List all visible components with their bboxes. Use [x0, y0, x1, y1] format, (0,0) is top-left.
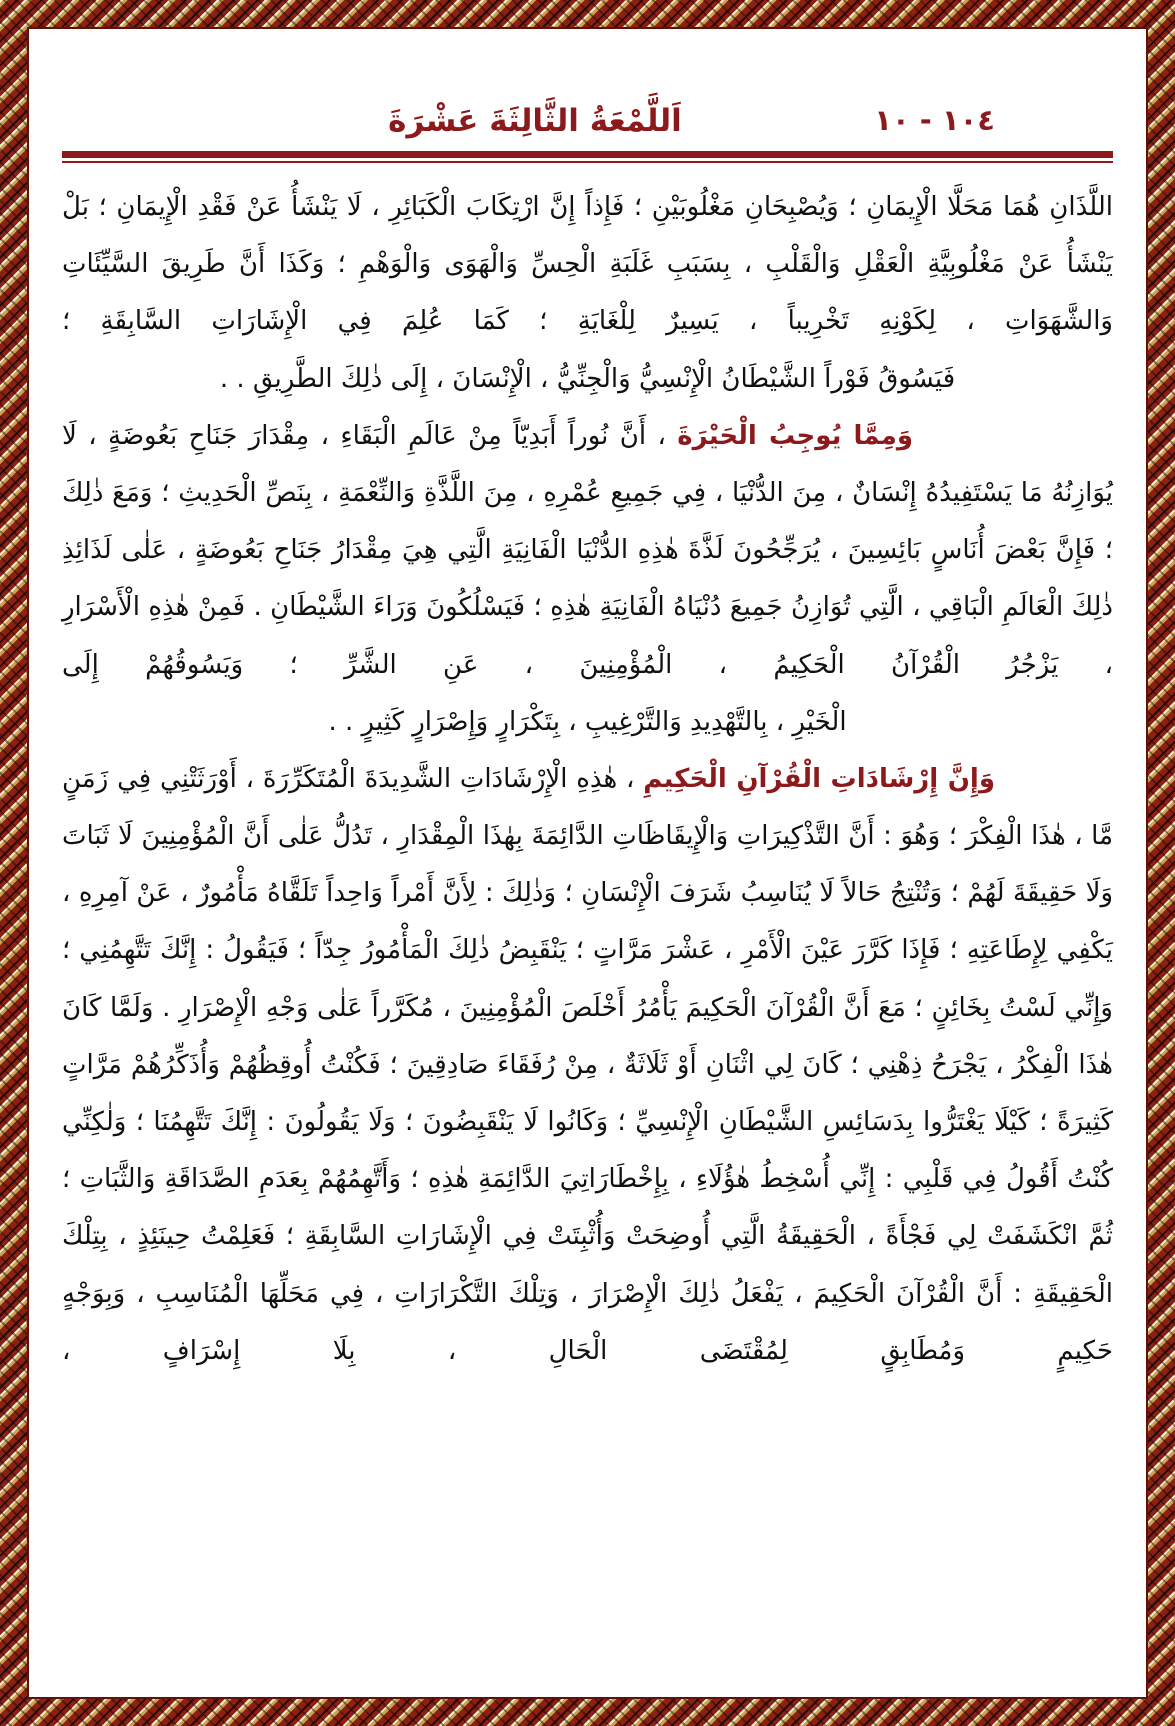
page-header [62, 73, 1113, 139]
header-divider [62, 151, 1113, 163]
paragraph-irshadat [62, 751, 1113, 1380]
paragraph-hayra [62, 408, 1113, 694]
paragraph-text: ، هٰذِهِ الْإِرْشَادَاتِ الشَّدِيدَةَ الْمُتَكَرِّرَةَ ، أَوْرَثَتْنِي فِي زَمَنٍ مَّا ، هٰذَا الْفِكْرَ ؛ وَهُوَ : أَنَّ التَّذْكِيرَاتِ وَالْإِيقَاظَاتِ الدَّائِمَةَ بِهٰذَا الْمِقْدَارِ ، تَدُلُّ عَلٰى أَنَّ الْمُؤْمِنِينَ لَا ثَبَاتَ وَلَا حَقِيقَةَ لَهُمْ ؛ وَتُنْتِجُ حَالاً لَا يُنَاسِبُ شَرَفَ الْإِنْسَانِ ؛ وَذٰلِكَ : لِأَنَّ أَمْراً وَاحِداً تَلَقَّاهُ مَأْمُورٌ ، عَنْ آمِرِهِ ، يَكْفِي لِإِطَاعَتِهِ ؛ فَإِذَا كَرَّرَ عَيْنَ الْأَمْرِ ، عَشْرَ مَرَّاتٍ ؛ يَنْقَبِضُ ذٰلِكَ الْمَأْمُورُ جِدّاً ؛ فَيَقُولُ : إِنَّكَ تَتَّهِمُنِي ؛ وَإِنِّي لَسْتُ بِخَائِنٍ ؛ مَعَ أَنَّ الْقُرْآنَ الْحَكِيمَ يَأْمُرُ أَخْلَصَ الْمُؤْمِنِينَ ، مُكَرَّراً عَلٰى وَجْهِ الْإِصْرَارِ . وَلَمَّا كَانَ هٰذَا الْفِكْرُ ، يَجْرَحُ ذِهْنِي ؛ كَانَ لِي اثْنَانِ أَوْ ثَلَاثَةٌ ، مِنْ رُفَقَاءَ صَادِقِينَ ؛ فَكُنْتُ أُوقِظُهُمْ وَأُذَكِّرُهُمْ مَرَّاتٍ كَثِيرَةً ؛ كَيْلَا يَغْتَرُّوا بِدَسَائِسِ الشَّيْطَانِ الْإِنْسِيِّ ؛ وَكَانُوا لَا يَنْقَبِضُونَ ؛ وَلَا يَقُولُونَ : إِنَّكَ تَتَّهِمُنَا ؛ وَلٰكِنِّي كُنْتُ أَقُولُ فِي قَلْبِي : إِنِّي أُسْخِطُ هٰؤُلَاءِ ، بِإِخْطَارَاتِيَ الدَّائِمَةِ هٰذِهِ ؛ وَأَتَّهِمُهُمْ بِعَدَمِ الصَّدَاقَةِ وَالثَّبَاتِ ؛ ثُمَّ انْكَشَفَتْ لِي فَجْأَةً ، الْحَقِيقَةُ الَّتِي أُوضِحَتْ وَأُثْبِتَتْ فِي الْإِشَارَاتِ السَّابِقَةِ ؛ فَعَلِمْتُ حِينَئِذٍ ، بِتِلْكَ الْحَقِيقَةِ : أَنَّ الْقُرْآنَ الْحَكِيمَ ، يَفْعَلُ ذٰلِكَ الْإِصْرَارَ ، وَتِلْكَ التَّكْرَارَاتِ ، فِي مَحَلِّهَا الْمُنَاسِبِ ، وَبِوَجْهٍ حَكِيمٍ وَمُطَابِقٍ لِمُقْتَضَى الْحَالِ ، بِلَا إِسْرَافٍ ، [62, 763, 1113, 1366]
paragraph-lead-red: وَإِنَّ إِرْشَادَاتِ الْقُرْآنِ الْحَكِيمِ [643, 763, 995, 794]
paragraph-continuation [62, 179, 1113, 351]
paragraph-lead-red: وَمِمَّا يُوجِبُ الْحَيْرَةَ [677, 420, 913, 451]
body-text [62, 179, 1113, 1380]
paragraph-text: ، أَنَّ نُوراً أَبَدِيّاً مِنْ عَالَمِ الْبَقَاءِ ، مِقْدَارَ جَنَاحِ بَعُوضَةٍ ، لَا يُوَازِنُهُ مَا يَسْتَفِيدُهُ إِنْسَانٌ ، مِنَ الدُّنْيَا ، فِي جَمِيعِ عُمْرِهِ ، مِنَ اللَّذَّةِ وَالنِّعْمَةِ ، بِنَصِّ الْحَدِيثِ ؛ وَمَعَ ذٰلِكَ ؛ فَإِنَّ بَعْضَ أُنَاسٍ بَائِسِينَ ، يُرَجِّحُونَ لَذَّةَ هٰذِهِ الدُّنْيَا الْفَانِيَةِ الَّتِي هِيَ مِقْدَارُ جَنَاحِ بَعُوضَةٍ ، عَلٰى لَذَائِذِ ذٰلِكَ الْعَالَمِ الْبَاقِي ، الَّتِي تُوَازِنُ جَمِيعَ دُنْيَاهُ الْفَانِيَةِ هٰذِهِ ؛ فَيَسْلُكُونَ وَرَاءَ الشَّيْطَانِ . فَمِنْ هٰذِهِ الْأَسْرَارِ ، يَزْجُرُ الْقُرْآنُ الْحَكِيمُ ، الْمُؤْمِنِينَ ، عَنِ الشَّرِّ ؛ وَيَسُوقُهُمْ إِلَى [62, 420, 1113, 680]
paragraph-text: اللَّذَانِ هُمَا مَحَلَّا الْإِيمَانِ ؛ وَيُصْبِحَانِ مَغْلُوبَيْنِ ؛ فَإِذاً إِنَّ ارْتِكَابَ الْكَبَائِرِ ، لَا يَنْشَأُ عَنْ فَقْدِ الْإِيمَانِ ؛ بَلْ يَنْشَأُ عَنْ مَغْلُوبِيَّةِ الْعَقْلِ وَالْقَلْبِ ، بِسَبَبِ غَلَبَةِ الْحِسِّ وَالْهَوَى وَالْوَهْمِ ؛ وَكَذَا أَنَّ طَرِيقَ السَّيِّئَاتِ وَالشَّهَوَاتِ ، لِكَوْنِهِ تَخْرِيباً ، يَسِيرٌ لِلْغَايَةِ ؛ كَمَا عُلِمَ فِي الْإِشَارَاتِ السَّابِقَةِ ؛ [62, 192, 1113, 337]
page-title: اَللَّمْعَةُ الثَّالِثَةَ عَشْرَةَ [388, 103, 682, 139]
page-content-area [27, 27, 1148, 1699]
page-number: ١٠٤ - ١٠ [874, 103, 995, 137]
paragraph-hayra-closing-line: الْخَيْرِ ، بِالتَّهْدِيدِ وَالتَّرْغِيبِ ، بِتَكْرَارٍ وَإِصْرَارٍ كَثِيرٍ . . [328, 706, 847, 737]
divider-thin-line [62, 161, 1113, 163]
paragraph-continuation-closing-line: فَيَسُوقُ فَوْراً الشَّيْطَانُ الْإِنْسِيُّ وَالْجِنِّيُّ ، الْإِنْسَانَ ، إِلَى ذٰلِكَ الطَّرِيقِ . . [219, 363, 956, 394]
divider-thick-line [62, 151, 1113, 158]
